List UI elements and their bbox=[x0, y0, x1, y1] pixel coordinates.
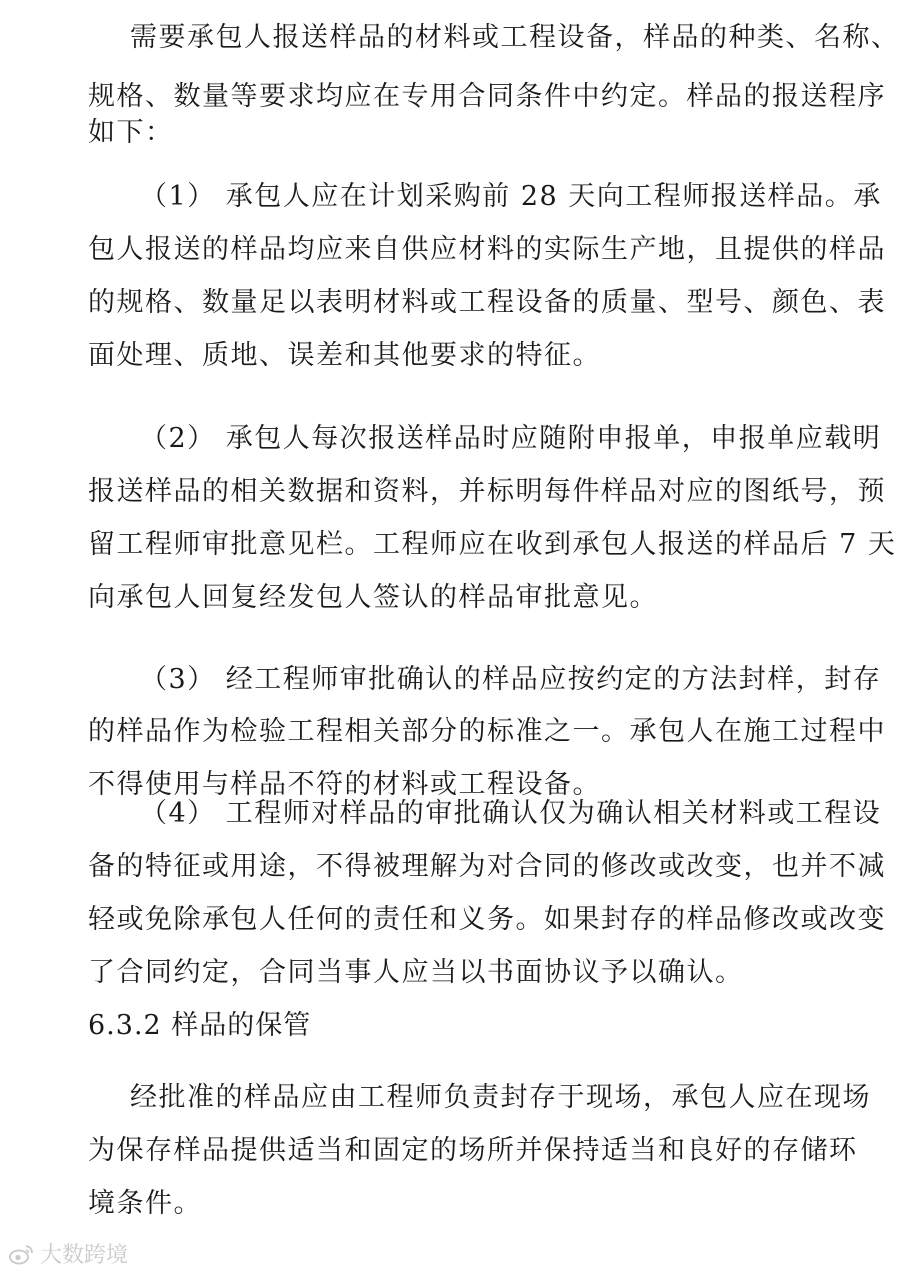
item2-line-1: （2） 承包人每次报送样品时应随附申报单，申报单应载明 bbox=[140, 423, 882, 454]
intro-line-1: 需要承包人报送样品的材料或工程设备，样品的种类、名称、 bbox=[130, 22, 899, 53]
item3-line-2: 的样品作为检验工程相关部分的标准之一。承包人在施工过程中 bbox=[88, 716, 886, 747]
watermark-text: 大数跨境 bbox=[40, 1243, 129, 1268]
section-body-line-1: 经批准的样品应由工程师负责封存于现场，承包人应在现场 bbox=[130, 1082, 871, 1113]
item4-line-3: 轻或免除承包人任何的责任和义务。如果封存的样品修改或改变 bbox=[88, 904, 886, 935]
section-body-line-2: 为保存样品提供适当和固定的场所并保持适当和良好的存储环 bbox=[88, 1135, 858, 1166]
item1-line-3: 的规格、数量足以表明材料或工程设备的质量、型号、颜色、表 bbox=[88, 287, 886, 318]
section-heading: 6.3.2 样品的保管 bbox=[88, 1010, 312, 1041]
intro-line-2: 规格、数量等要求均应在专用合同条件中约定。样品的报送程序 bbox=[88, 81, 886, 112]
item4-line-2: 备的特征或用途，不得被理解为对合同的修改或改变，也并不减 bbox=[88, 851, 886, 882]
item4-line-4: 了合同约定，合同当事人应当以书面协议予以确认。 bbox=[88, 957, 744, 988]
item4-line-1: （4） 工程师对样品的审批确认仅为确认相关材料或工程设 bbox=[140, 798, 882, 829]
item1-line-2: 包人报送的样品均应来自供应材料的实际生产地，且提供的样品 bbox=[88, 234, 886, 265]
item1-line-4: 面处理、质地、误差和其他要求的特征。 bbox=[88, 340, 601, 371]
item1-line-1: （1） 承包人应在计划采购前 28 天向工程师报送样品。承 bbox=[140, 181, 882, 212]
section-body-line-3: 境条件。 bbox=[88, 1188, 202, 1219]
item3-line-1: （3） 经工程师审批确认的样品应按约定的方法封样，封存 bbox=[140, 664, 882, 695]
item2-line-3: 留工程师审批意见栏。工程师应在收到承包人报送的样品后 7 天 bbox=[88, 529, 897, 560]
item2-line-4: 向承包人回复经发包人签认的样品审批意见。 bbox=[88, 582, 658, 613]
item3-line-3: 不得使用与样品不符的材料或工程设备。 bbox=[88, 769, 601, 800]
item2-line-2: 报送样品的相关数据和资料，并标明每件样品对应的图纸号，预 bbox=[88, 476, 886, 507]
intro-line-3: 如下： bbox=[88, 117, 174, 148]
weibo-logo-icon bbox=[8, 1242, 36, 1266]
watermark bbox=[8, 1238, 128, 1269]
